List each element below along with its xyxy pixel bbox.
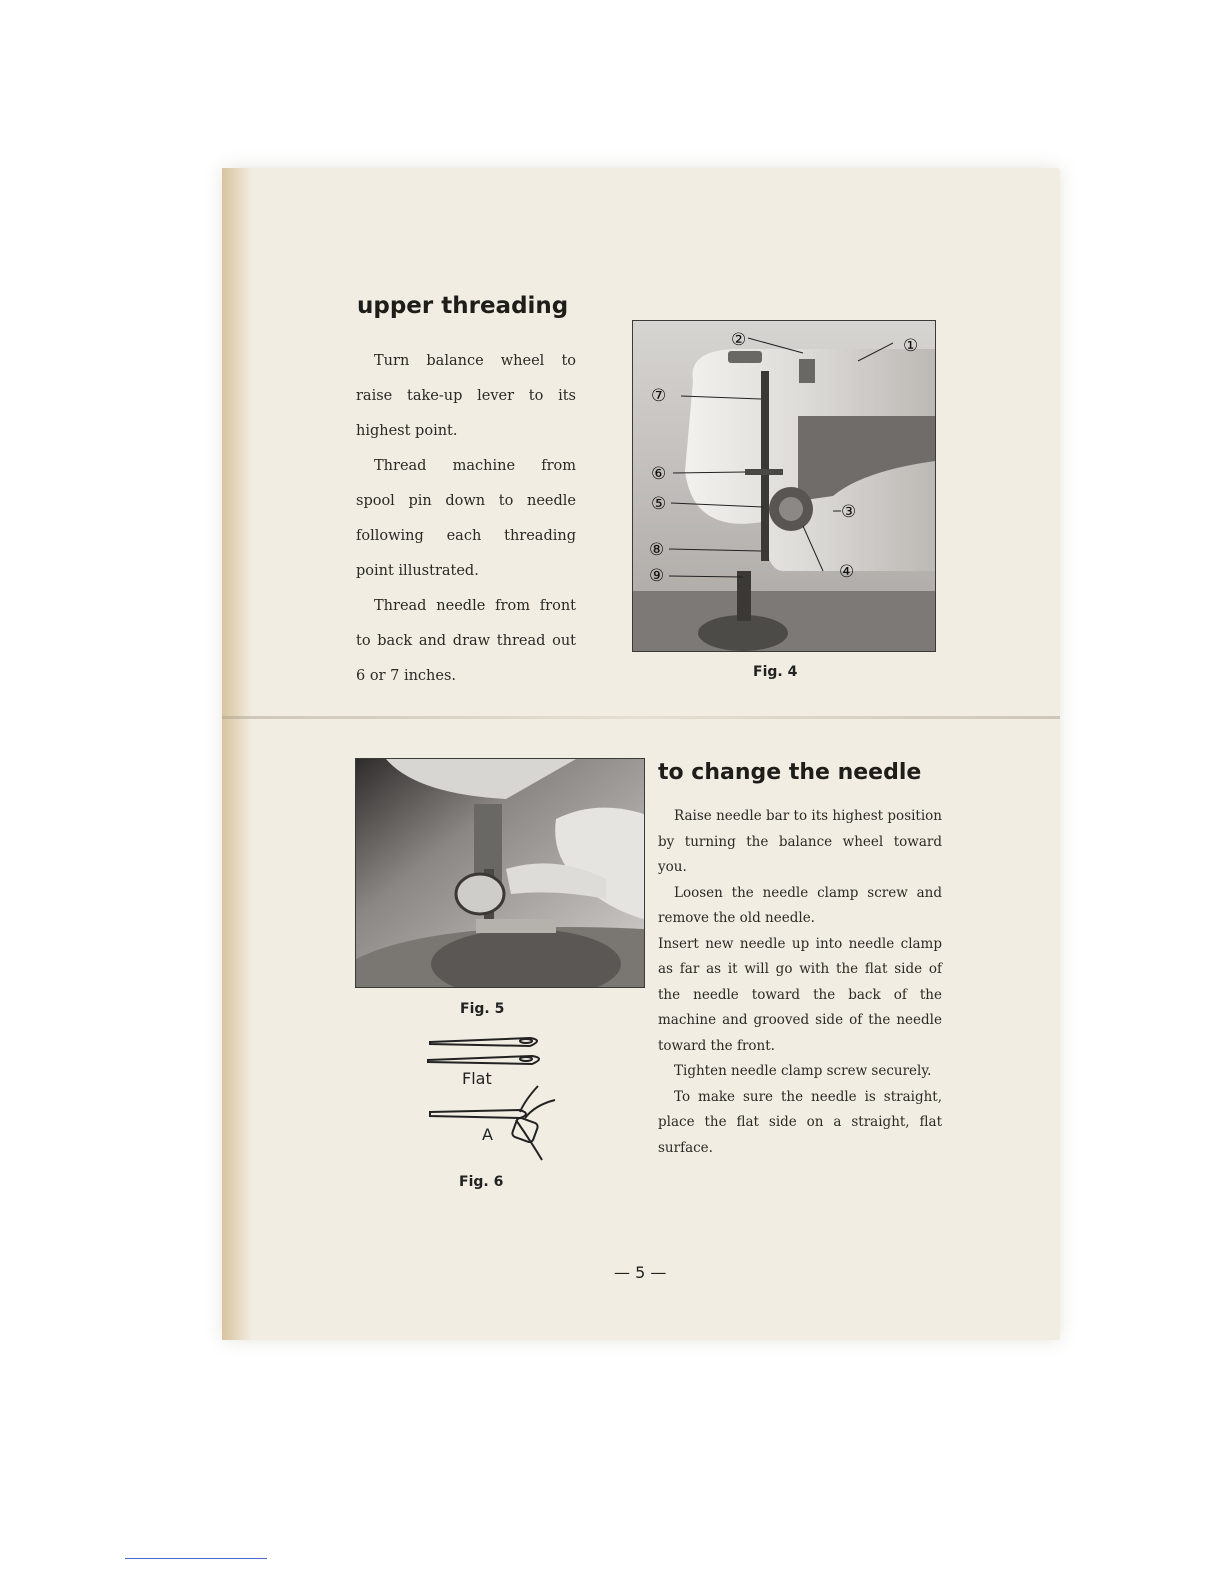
- change-needle-paragraph: Insert new needle up into needle clamp as far as it will go with the flat side of the needle toward the back of the machine and grooved side of the needle toward the front.: [658, 935, 942, 1054]
- upper-threading-paragraph: Turn balance wheel to raise take-up lever to its highest point.: [356, 353, 576, 439]
- needle-flat-side-illustration: [420, 1030, 570, 1170]
- upper-threading-heading: upper threading: [357, 293, 569, 319]
- callout-9: ⑨: [649, 566, 665, 586]
- upper-threading-paragraph: Thread needle from front to back and draw thread out 6 or 7 inches.: [356, 598, 576, 684]
- page-fold: [222, 716, 1060, 719]
- page-number: — 5 —: [614, 1263, 667, 1282]
- callout-4: ④: [839, 562, 855, 582]
- page-stain: [222, 168, 252, 1340]
- change-needle-text: [658, 804, 942, 1161]
- flat-label: Flat: [462, 1069, 492, 1088]
- change-needle-paragraph: To make sure the needle is straight, place the flat side on a straight, flat surface.: [658, 1088, 942, 1156]
- callout-2: ②: [731, 330, 747, 350]
- fig4-caption: Fig. 4: [753, 664, 798, 680]
- change-needle-paragraph: Loosen the needle clamp screw and remove the old needle.: [658, 884, 942, 926]
- upper-threading-text: [356, 344, 576, 694]
- fig6-caption: Fig. 6: [459, 1174, 504, 1190]
- callout-6: ⑥: [651, 464, 667, 484]
- fig5-needle-change-photo: [355, 758, 645, 988]
- fig5-caption: Fig. 5: [460, 1001, 505, 1017]
- fig6-needle-diagram: [420, 1030, 570, 1170]
- change-needle-heading: to change the needle: [658, 760, 922, 785]
- callout-3: ③: [841, 502, 857, 522]
- bottom-rule-line: [125, 1558, 267, 1559]
- sewing-machine-head-illustration: [633, 321, 935, 651]
- callout-8: ⑧: [649, 540, 665, 560]
- callout-5: ⑤: [651, 494, 667, 514]
- change-needle-paragraph: Raise needle bar to its highest position by turning the balance wheel toward you.: [658, 808, 942, 875]
- upper-threading-paragraph: Thread machine from spool pin down to needle following each threading point illustrated.: [356, 458, 576, 579]
- callout-7: ⑦: [651, 386, 667, 406]
- callout-1: ①: [903, 336, 919, 356]
- a-label: A: [482, 1125, 493, 1144]
- needle-clamp-illustration: [356, 759, 644, 987]
- change-needle-paragraph: Tighten needle clamp screw securely.: [674, 1063, 932, 1079]
- fig4-sewing-machine-photo: [632, 320, 936, 652]
